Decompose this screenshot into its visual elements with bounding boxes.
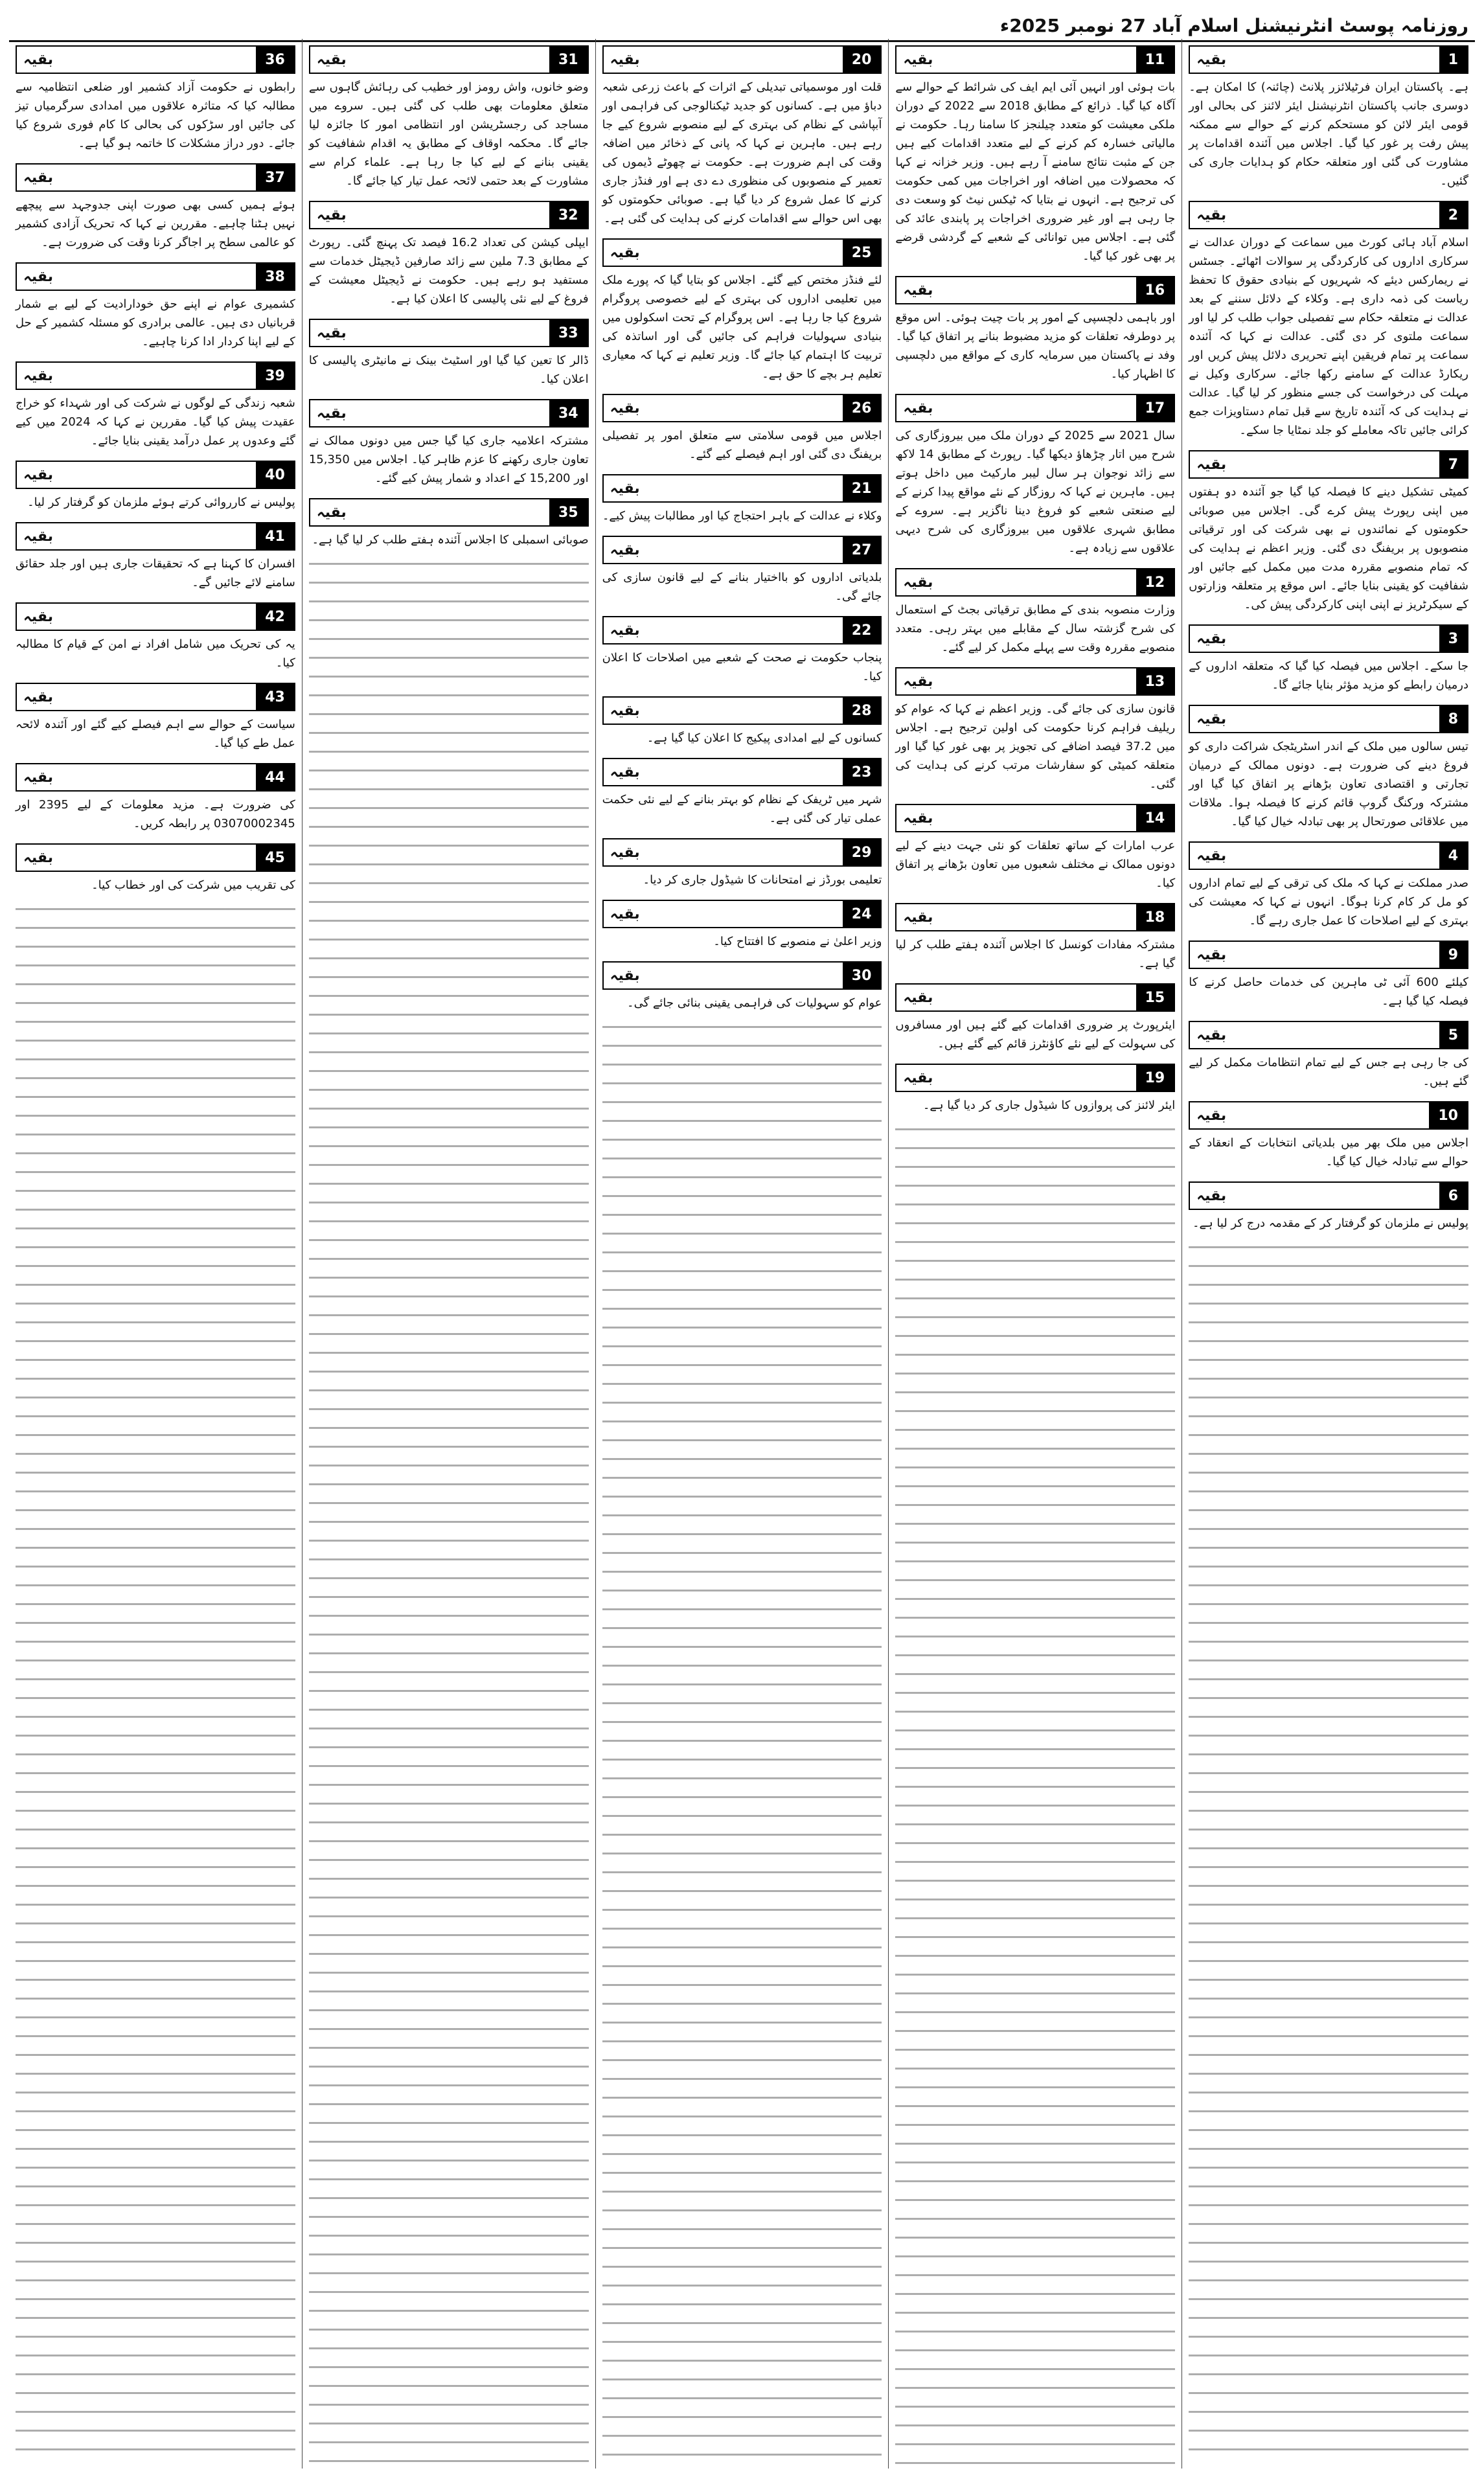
continuation-number: 19 — [1136, 1065, 1174, 1091]
article-text: کیلئے 600 آئی ٹی ماہرین کی خدمات حاصل کرنے کا فیصلہ کیا گیا ہے۔ — [1189, 975, 1468, 1008]
masthead — [9, 0, 1475, 42]
continuation-piece — [1189, 1178, 1468, 1233]
continuation-piece — [895, 564, 1175, 657]
continuation-number: 5 — [1439, 1022, 1467, 1048]
continuation-piece — [602, 957, 882, 1012]
continuation-header — [1189, 1181, 1468, 1210]
continuation-number: 43 — [256, 684, 294, 710]
continuation-header — [1189, 941, 1468, 969]
continuation-number: 8 — [1439, 706, 1467, 732]
continuation-number: 16 — [1136, 277, 1174, 303]
continuation-label: بقیہ — [903, 1069, 933, 1086]
continuation-piece — [602, 692, 882, 747]
continuation-number: 24 — [843, 901, 881, 927]
continuation-header — [602, 536, 882, 564]
text-lines-filler — [895, 1121, 1175, 2466]
text-column — [595, 39, 889, 2469]
continuation-label: بقیہ — [23, 51, 53, 68]
continuation-number: 10 — [1429, 1102, 1467, 1128]
continuation-label: بقیہ — [316, 207, 347, 223]
continuation-number: 35 — [549, 499, 588, 525]
continuation-label: بقیہ — [23, 466, 53, 483]
continuation-header — [602, 758, 882, 786]
continuation-label: بقیہ — [610, 844, 640, 861]
continuation-piece — [1189, 446, 1468, 614]
article-text: قانون سازی کی جائے گی۔ وزیر اعظم نے کہا کہ عوام کو ریلیف فراہم کرنا حکومت کی اولین ترجیح ہے۔ اجلاس میں 37.2 فیصد اضافے کی تجویز پر بھی غور کیا گیا اور متعلقہ کمیٹی کو سفارشات مرتب کرنے کی ہدایت کی گئی۔ — [895, 702, 1176, 791]
continuation-piece — [602, 234, 882, 383]
continuation-header — [602, 238, 882, 267]
continuation-number: 45 — [256, 845, 294, 871]
continuation-header — [16, 522, 295, 551]
article-text: کسانوں کے لیے امدادی پیکیج کا اعلان کیا گیا ہے۔ — [646, 731, 882, 745]
continuation-label: بقیہ — [23, 608, 53, 625]
continuation-label: بقیہ — [610, 622, 640, 639]
article-text: مشترکہ مفادات کونسل کا اجلاس آئندہ ہفتے طلب کر لیا گیا ہے۔ — [895, 938, 1176, 970]
continuation-label: بقیہ — [316, 325, 347, 341]
article-text: کمیٹی تشکیل دینے کا فیصلہ کیا گیا جو آئندہ دو ہفتوں میں اپنی رپورٹ پیش کرے گی۔ اجلاس میں صوبائی حکومتوں کے نمائندوں نے بھی شرکت کی اور ترقیاتی منصوبوں پر بریفنگ دی گئی۔ وزیر اعظم نے ہدایت کی کہ تمام منصوبے مقررہ مدت میں مکمل کیے جائیں اور شفافیت کو یقینی بنایا جائے۔ اس موقع پر متعلقہ وزارتوں کے سیکرٹریز نے اپنی اپنی کارکردگی پیش کی۔ — [1189, 485, 1468, 611]
continuation-piece — [895, 979, 1175, 1053]
continuation-header — [16, 461, 295, 489]
continuation-header — [16, 602, 295, 631]
continuation-header — [309, 498, 589, 527]
article-text: جا سکے۔ اجلاس میں فیصلہ کیا گیا کہ متعلقہ اداروں کے درمیان رابطے کو مزید مؤثر بنایا جائے گا۔ — [1189, 659, 1468, 692]
continuation-piece — [1189, 41, 1468, 190]
continuation-header — [16, 763, 295, 792]
continuation-label: بقیہ — [23, 528, 53, 545]
continuation-number: 38 — [256, 264, 294, 290]
article-text: ایئر لائنز کی پروازوں کا شیڈول جاری کر دیا گیا ہے۔ — [922, 1099, 1176, 1112]
article-text: کی تقریب میں شرکت کی اور خطاب کیا۔ — [91, 878, 295, 892]
article-text: کی جا رہی ہے جس کے لیے تمام انتظامات مکمل کر لیے گئے ہیں۔ — [1189, 1056, 1468, 1088]
continuation-number: 11 — [1136, 47, 1174, 73]
article-text: وزارت منصوبہ بندی کے مطابق ترقیاتی بجٹ کے استعمال کی شرح گزشتہ سال کے مقابلے میں بہتر رہی۔ متعدد منصوبے مقررہ وقت سے پہلے مکمل کر لیے گئے۔ — [895, 603, 1176, 654]
continuation-header — [16, 683, 295, 711]
continuation-number: 3 — [1439, 626, 1467, 652]
article-text: شعبہ زندگی کے لوگوں نے شرکت کی اور شہداء کو خراج عقیدت پیش کیا گیا۔ مقررین نے کہا کہ 2024 میں کیے گئے وعدوں پر عمل درآمد یقینی بنایا جائے۔ — [16, 396, 295, 448]
continuation-number: 39 — [256, 363, 294, 389]
article-text: کشمیری عوام نے اپنے حق خودارادیت کے لیے بے شمار قربانیاں دی ہیں۔ عالمی برادری کو مسئلہ کشمیر کے حل کے لیے اپنا کردار ادا کرنا چاہیے۔ — [16, 297, 295, 348]
continuation-number: 29 — [843, 839, 881, 865]
continuation-number: 23 — [843, 759, 881, 785]
text-lines-filler — [16, 901, 295, 2466]
continuation-label: بقیہ — [610, 400, 640, 416]
continuation-piece — [895, 899, 1175, 973]
article-text: قلت اور موسمیاتی تبدیلی کے اثرات کے باعث زرعی شعبہ دباؤ میں ہے۔ کسانوں کو جدید ٹیکنالوجی کی فراہمی اور آبپاشی کے نظام کی بہتری کے لیے منصوبے شروع کیے جا رہے ہیں۔ ماہرین نے کہا کہ پانی کے ذخائر میں اضافہ وقت کی اہم ضرورت ہے۔ حکومت نے چھوٹے ڈیموں کی تعمیر کے منصوبوں کی منظوری دے دی ہے اور فنڈز جاری کرنے کا عمل شروع کر دیا گیا ہے۔ صوبائی حکومتوں کو بھی اس حوالے سے اقدامات کرنے کی ہدایت کی گئی ہے۔ — [602, 80, 882, 225]
continuation-piece — [16, 839, 295, 895]
article-text: اجلاس میں قومی سلامتی سے متعلق امور پر تفصیلی بریفنگ دی گئی اور اہم فیصلے کیے گئے۔ — [602, 429, 882, 461]
continuation-piece — [602, 470, 882, 525]
continuation-label: بقیہ — [610, 702, 640, 719]
continuation-header — [895, 903, 1175, 931]
article-text: تیس سالوں میں ملک کے اندر اسٹریٹجک شراکت داری کو فروغ دینے کی ضرورت ہے۔ دونوں ممالک کے درمیان تجارتی و اقتصادی تعاون بڑھانے پر اتفاق کیا گیا اور مشترکہ ورکنگ گروپ قائم کرنے کا فیصلہ ہوا۔ ملاقات میں علاقائی صورتحال پر بھی تبادلہ خیال کیا گیا۔ — [1189, 740, 1468, 828]
continuation-piece — [309, 197, 589, 308]
continuation-number: 37 — [256, 165, 294, 190]
continuation-piece — [1189, 701, 1468, 831]
continuation-piece — [602, 390, 882, 464]
continuation-header — [602, 474, 882, 503]
continuation-label: بقیہ — [1196, 711, 1227, 727]
continuation-number: 6 — [1439, 1183, 1467, 1209]
continuation-piece — [16, 599, 295, 672]
article-text: بات ہوئی اور انہیں آئی ایم ایف کی شرائط کے حوالے سے آگاہ کیا گیا۔ ذرائع کے مطابق 2018 سے 2022 کے دوران ملکی معیشت کو متعدد چیلنجز کا سامنا رہا۔ حکومت نے مالیاتی خسارہ کم کرنے کے لیے متعدد اقدامات کیے ہیں جن کے مثبت نتائج سامنے آ رہے ہیں۔ وزیر خزانہ نے کہا کہ محصولات میں اضافہ اور اخراجات میں کمی حکومت کی ترجیح ہے۔ انہوں نے بتایا کہ ٹیکس نیٹ کو وسعت دی جا رہی ہے اور غیر ضروری اخراجات پر پابندی عائد کی گئی ہے۔ اجلاس میں توانائی کے شعبے کے گردشی قرضے پر بھی غور کیا گیا۔ — [895, 80, 1176, 263]
continuation-number: 15 — [1136, 985, 1174, 1010]
continuation-piece — [602, 41, 882, 228]
continuation-label: بقیہ — [1196, 51, 1227, 68]
continuation-piece — [895, 272, 1175, 383]
continuation-header — [895, 568, 1175, 597]
continuation-number: 36 — [256, 47, 294, 73]
continuation-label: بقیہ — [1196, 1027, 1227, 1044]
continuation-label: بقیہ — [610, 906, 640, 922]
continuation-label: بقیہ — [23, 849, 53, 866]
continuation-header — [16, 262, 295, 291]
article-text: ڈالر کا تعین کیا گیا اور اسٹیٹ بینک نے مانیٹری پالیسی کا اعلان کیا۔ — [308, 354, 589, 386]
continuation-label: بقیہ — [316, 405, 347, 422]
article-text: صدر مملکت نے کہا کہ ملک کی ترقی کے لیے تمام اداروں کو مل کر کام کرنا ہوگا۔ انہوں نے کہا کہ معیشت کی بہتری کے لیے اصلاحات کا عمل جاری رہے گا۔ — [1189, 876, 1468, 928]
continuation-number: 28 — [843, 698, 881, 724]
continuation-header — [602, 45, 882, 74]
continuation-number: 33 — [549, 320, 588, 346]
date-line: روزنامہ پوسٹ انٹرنیشنل اسلام آباد 27 نومبر 2025ء — [999, 15, 1468, 36]
continuation-header — [602, 696, 882, 725]
continuation-piece — [1189, 937, 1468, 1010]
continuation-label: بقیہ — [1196, 456, 1227, 473]
continuation-piece — [309, 315, 589, 389]
article-text: پنجاب حکومت نے صحت کے شعبے میں اصلاحات کا اعلان کیا۔ — [602, 651, 882, 683]
continuation-piece — [602, 754, 882, 828]
continuation-label: بقیہ — [903, 989, 933, 1006]
continuation-number: 27 — [843, 537, 881, 563]
article-text: یہ کی تحریک میں شامل افراد نے امن کے قیام کا مطالبہ کیا۔ — [16, 637, 295, 670]
continuation-label: بقیہ — [316, 51, 347, 68]
continuation-header — [309, 45, 589, 74]
article-text: تعلیمی بورڈز نے امتحانات کا شیڈول جاری کر دیا۔ — [643, 873, 882, 887]
continuation-number: 21 — [843, 475, 881, 501]
continuation-header — [309, 319, 589, 347]
continuation-header — [602, 961, 882, 990]
continuation-header — [16, 843, 295, 872]
continuation-number: 7 — [1439, 451, 1467, 477]
continuation-label: بقیہ — [610, 51, 640, 68]
continuation-label: بقیہ — [1196, 847, 1227, 864]
article-text: عرب امارات کے ساتھ تعلقات کو نئی جہت دینے کے لیے دونوں ممالک نے مختلف شعبوں میں تعاون بڑھانے پر اتفاق کیا۔ — [895, 839, 1176, 890]
continuation-header — [1189, 841, 1468, 870]
article-text: پولیس نے ملزمان کو گرفتار کر کے مقدمہ درج کر لیا ہے۔ — [1193, 1216, 1468, 1230]
continuation-piece — [309, 41, 589, 190]
continuation-label: بقیہ — [903, 400, 933, 416]
continuation-number: 32 — [549, 202, 588, 228]
continuation-piece — [16, 518, 295, 592]
continuation-number: 20 — [843, 47, 881, 73]
continuation-header — [895, 667, 1175, 696]
article-text: وضو خانوں، واش رومز اور خطیب کی رہائش گاہوں سے متعلق معلومات بھی طلب کی گئی ہیں۔ سروے میں مساجد کی رجسٹریشن اور انتظامی امور کا جائزہ لیا جائے گا۔ محکمہ اوقاف کے مطابق یہ اقدام شفافیت کو یقینی بنانے کے لیے کیا جا رہا ہے۔ علماء کرام سے مشاورت کے بعد حتمی لائحہ عمل تیار کیا جائے گا۔ — [308, 80, 589, 188]
continuation-number: 40 — [256, 462, 294, 488]
continuation-piece — [895, 1060, 1175, 1115]
continuation-header — [1189, 201, 1468, 229]
continuation-number: 14 — [1136, 805, 1174, 831]
continuation-label: بقیہ — [1196, 946, 1227, 963]
continuation-header — [895, 804, 1175, 832]
continuation-piece — [895, 800, 1175, 893]
columns-container — [9, 39, 1475, 2469]
article-text: کی ضرورت ہے۔ مزید معلومات کے لیے 2395 اور 03070002345 پر رابطہ کریں۔ — [16, 798, 295, 830]
continuation-header — [16, 163, 295, 192]
continuation-label: بقیہ — [23, 367, 53, 384]
continuation-label: بقیہ — [610, 764, 640, 781]
continuation-piece — [1189, 838, 1468, 930]
continuation-piece — [309, 395, 589, 488]
continuation-header — [1189, 1021, 1468, 1049]
continuation-header — [1189, 45, 1468, 74]
continuation-piece — [16, 258, 295, 351]
continuation-header — [602, 616, 882, 644]
article-text: وکلاء نے عدالت کے باہر احتجاج کیا اور مطالبات پیش کیے۔ — [602, 509, 882, 523]
continuation-label: بقیہ — [903, 909, 933, 926]
text-column — [9, 39, 302, 2469]
article-text: رابطوں نے حکومت آزاد کشمیر اور ضلعی انتظامیہ سے مطالبہ کیا کہ متاثرہ علاقوں میں امدادی سرگرمیاں تیز کی جائیں اور سڑکوں کی بحالی کا کام فوری شروع کیا جائے۔ دور دراز مشکلات کا خاتمہ ہو گیا ہے۔ — [16, 80, 295, 150]
continuation-header — [1189, 705, 1468, 733]
continuation-label: بقیہ — [1196, 630, 1227, 647]
continuation-header — [602, 838, 882, 867]
article-text: اجلاس میں ملک بھر میں بلدیاتی انتخابات کے انعقاد کے حوالے سے تبادلہ خیال کیا گیا۔ — [1189, 1136, 1468, 1169]
article-text: سیاست کے حوالے سے اہم فیصلے کیے گئے اور آئندہ لائحہ عمل طے کیا گیا۔ — [16, 718, 295, 750]
continuation-piece — [16, 457, 295, 512]
continuation-number: 4 — [1439, 843, 1467, 869]
continuation-number: 31 — [549, 47, 588, 73]
continuation-label: بقیہ — [1196, 207, 1227, 223]
continuation-piece — [16, 759, 295, 833]
continuation-piece — [16, 679, 295, 753]
continuation-header — [1189, 624, 1468, 653]
continuation-header — [602, 900, 882, 928]
continuation-number: 26 — [843, 395, 881, 421]
continuation-number: 44 — [256, 764, 294, 790]
text-lines-filler — [1189, 1239, 1468, 2466]
article-text: بلدیاتی اداروں کو بااختیار بنانے کے لیے قانون سازی کی جائے گی۔ — [602, 571, 882, 603]
article-text: اور باہمی دلچسپی کے امور پر بات چیت ہوئی۔ اس موقع پر دوطرفہ تعلقات کو مزید مضبوط بنانے پر اتفاق کیا گیا۔ وفد نے پاکستان میں سرمایہ کاری کے مواقع میں دلچسپی کا اظہار کیا۔ — [895, 311, 1176, 381]
continuation-header — [895, 983, 1175, 1012]
continuation-label: بقیہ — [23, 689, 53, 705]
continuation-piece — [602, 532, 882, 606]
continuation-piece — [895, 663, 1175, 793]
article-text: صوبائی اسمبلی کا اجلاس آئندہ ہفتے طلب کر لیا گیا ہے۔ — [312, 533, 589, 547]
article-text: پولیس نے کارروائی کرتے ہوئے ملزمان کو گرفتار کر لیا۔ — [27, 496, 295, 509]
text-lines-filler — [602, 1019, 882, 2466]
continuation-label: بقیہ — [903, 282, 933, 299]
article-text: ہوئے ہمیں کسی بھی صورت اپنی جدوجہد سے پیچھے نہیں ہٹنا چاہیے۔ مقررین نے کہا کہ تحریک آزادی کشمیر کو عالمی سطح پر اجاگر کرنا وقت کی ضرورت ہے۔ — [16, 198, 295, 249]
article-text: ہے۔ پاکستان ایران فرٹیلائزر پلانٹ (چائنہ) کا امکان ہے۔ دوسری جانب پاکستان انٹرنیشنل ایئر لائنز کی بحالی اور قومی ایئر لائن کو مستحکم کرنے کے حوالے سے ممکنہ پیش رفت پر غور کیا گیا۔ اجلاس میں آئندہ اقدامات پر مشاورت کی گئی اور متعلقہ حکام کو ہدایات جاری کی گئیں۔ — [1189, 80, 1468, 188]
continuation-piece — [1189, 1017, 1468, 1091]
continuation-piece — [1189, 197, 1468, 440]
text-column — [888, 39, 1181, 2469]
continuation-label: بقیہ — [23, 769, 53, 786]
continuation-number: 1 — [1439, 47, 1467, 73]
continuation-header — [1189, 1101, 1468, 1130]
continuation-piece — [309, 494, 589, 549]
article-text: افسران کا کہنا ہے کہ تحقیقات جاری ہیں اور جلد حقائق سامنے لائے جائیں گے۔ — [16, 557, 295, 589]
article-text: ایپلی کیشن کی تعداد 16.2 فیصد تک پہنچ گئی۔ رپورٹ کے مطابق 7.3 ملین سے زائد صارفین ڈیجیٹل خدمات سے مستفید ہو رہے ہیں۔ حکومت نے ڈیجیٹل معیشت کے فروغ کے لیے نئی پالیسی کا اعلان کیا ہے۔ — [308, 236, 589, 306]
continuation-header — [1189, 450, 1468, 479]
continuation-label: بقیہ — [610, 480, 640, 497]
continuation-label: بقیہ — [1196, 1187, 1227, 1204]
continuation-number: 34 — [549, 400, 588, 426]
continuation-piece — [602, 896, 882, 951]
continuation-header — [895, 394, 1175, 422]
article-text: شہر میں ٹریفک کے نظام کو بہتر بنانے کے لیے نئی حکمت عملی تیار کی گئی ہے۔ — [602, 793, 882, 825]
continuation-number: 17 — [1136, 395, 1174, 421]
continuation-number: 42 — [256, 604, 294, 630]
text-column — [302, 39, 595, 2469]
continuation-piece — [602, 834, 882, 889]
continuation-piece — [16, 41, 295, 153]
continuation-label: بقیہ — [610, 967, 640, 984]
article-text: ایئرپورٹ پر ضروری اقدامات کیے گئے ہیں اور مسافروں کی سہولت کے لیے نئے کاؤنٹرز قائم کیے گئے ہیں۔ — [895, 1018, 1176, 1051]
continuation-number: 12 — [1136, 569, 1174, 595]
article-text: عوام کو سہولیات کی فراہمی یقینی بنائی جائے گی۔ — [627, 996, 882, 1010]
continuation-piece — [16, 159, 295, 252]
continuation-number: 13 — [1136, 668, 1174, 694]
continuation-label: بقیہ — [1196, 1107, 1227, 1124]
continuation-label: بقیہ — [903, 673, 933, 690]
text-column — [1181, 39, 1475, 2469]
continuation-number: 22 — [843, 617, 881, 643]
article-text: اسلام آباد ہائی کورٹ میں سماعت کے دوران عدالت نے سرکاری اداروں کی کارکردگی پر سوالات اٹھائے۔ جسٹس نے ریمارکس دیئے کہ شہریوں کے بنیادی حقوق کا تحفظ ریاست کی ذمہ داری ہے۔ وکلاء کے دلائل سننے کے بعد عدالت نے متعلقہ حکام سے تفصیلی جواب طلب کر لیا اور سماعت ملتوی کر دی گئی۔ عدالت نے کہا کہ آئندہ سماعت پر تمام فریقین اپنے تحریری دلائل پیش کریں اور ریکارڈ عدالت کے سامنے رکھا جائے۔ سرکاری وکیل نے مہلت کی درخواست کی جسے منظور کر لیا گیا۔ عدالت نے ہدایت کی کہ آئندہ تاریخ سے قبل تمام دستاویزات جمع کرائی جائیں تاکہ معاملے کو جلد نمٹایا جا سکے۔ — [1189, 236, 1468, 437]
continuation-piece — [895, 390, 1175, 558]
article-text: وزیر اعلیٰ نے منصوبے کا افتتاح کیا۔ — [713, 935, 882, 948]
continuation-piece — [1189, 621, 1468, 694]
continuation-label: بقیہ — [316, 504, 347, 521]
continuation-header — [16, 45, 295, 74]
continuation-header — [309, 399, 589, 428]
continuation-number: 30 — [843, 963, 881, 988]
continuation-header — [602, 394, 882, 422]
continuation-number: 25 — [843, 240, 881, 266]
continuation-header — [309, 201, 589, 229]
continuation-label: بقیہ — [610, 542, 640, 558]
continuation-header — [895, 1064, 1175, 1092]
continuation-label: بقیہ — [903, 810, 933, 827]
continuation-piece — [16, 358, 295, 450]
continuation-number: 9 — [1439, 942, 1467, 968]
continuation-label: بقیہ — [610, 244, 640, 261]
continuation-label: بقیہ — [23, 169, 53, 186]
continuation-label: بقیہ — [903, 51, 933, 68]
article-text: سال 2021 سے 2025 کے دوران ملک میں بیروزگاری کی شرح میں اتار چڑھاؤ دیکھا گیا۔ رپورٹ کے مطابق 14 لاکھ سے زائد نوجوان ہر سال لیبر مارکیٹ میں داخل ہوتے ہیں۔ ماہرین نے کہا کہ روزگار کے نئے مواقع پیدا کرنے کے لیے صنعتی شعبے کو فروغ دینا ناگزیر ہے۔ سروے کے مطابق شہری علاقوں میں بیروزگاری کی شرح دیہی علاقوں سے زیادہ ہے۔ — [895, 429, 1176, 555]
continuation-piece — [602, 612, 882, 686]
continuation-header — [895, 45, 1175, 74]
article-text: لئے فنڈز مختص کیے گئے۔ اجلاس کو بتایا گیا کہ پورے ملک میں تعلیمی اداروں کی بہتری کے لیے خصوصی پروگرام شروع کیا جا رہا ہے۔ اس پروگرام کے تحت اسکولوں میں بنیادی سہولیات فراہم کی جائیں گی اور اساتذہ کی تربیت کا اہتمام کیا جائے گا۔ وزیر تعلیم نے کہا کہ معیاری تعلیم ہر بچے کا حق ہے۔ — [602, 273, 882, 381]
continuation-piece — [1189, 1097, 1468, 1171]
continuation-number: 41 — [256, 523, 294, 549]
continuation-number: 2 — [1439, 202, 1467, 228]
continuation-label: بقیہ — [23, 268, 53, 285]
continuation-label: بقیہ — [903, 574, 933, 591]
continuation-number: 18 — [1136, 904, 1174, 930]
continuation-header — [16, 361, 295, 390]
continuation-header — [895, 276, 1175, 304]
article-text: مشترکہ اعلامیہ جاری کیا گیا جس میں دونوں ممالک نے تعاون جاری رکھنے کا عزم ظاہر کیا۔ اجلاس میں 15,350 اور 15,200 کے اعداد و شمار پیش کیے گئے۔ — [308, 434, 589, 485]
continuation-piece — [895, 41, 1175, 266]
text-lines-filler — [309, 556, 589, 2466]
